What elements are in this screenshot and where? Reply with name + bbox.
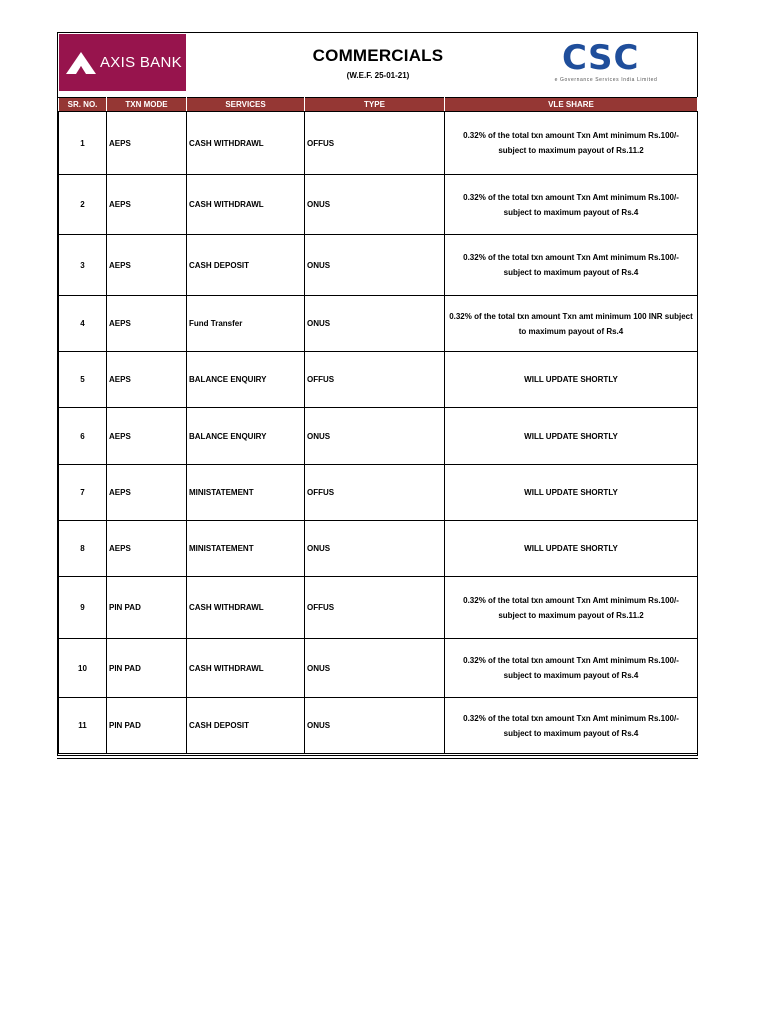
cell-txn-mode: AEPS	[107, 465, 187, 521]
col-header-sr-no: SR. NO.	[59, 98, 107, 112]
cell-vle-share: 0.32% of the total txn amount Txn Amt minimum Rs.100/- subject to maximum payout of Rs.11.2	[445, 577, 698, 639]
cell-txn-mode: AEPS	[107, 112, 187, 175]
cell-sr-no: 5	[59, 352, 107, 408]
table-row	[59, 639, 698, 698]
cell-sr-no: 4	[59, 296, 107, 352]
csc-letter: C	[562, 38, 587, 78]
cell-sr-no: 2	[59, 175, 107, 235]
cell-vle-share: WILL UPDATE SHORTLY	[445, 521, 698, 577]
axis-triangle-icon	[66, 52, 96, 74]
axis-bank-logo	[59, 34, 186, 91]
csc-tagline: e Governance Services India Limited	[554, 77, 658, 83]
page-title: COMMERCIALS	[312, 46, 444, 65]
cell-vle-share: WILL UPDATE SHORTLY	[445, 408, 698, 465]
col-header-services: SERVICES	[187, 98, 305, 112]
page-subtitle: (W.E.F. 25-01-21)	[346, 71, 410, 80]
cell-txn-mode: AEPS	[107, 296, 187, 352]
cell-sr-no: 1	[59, 112, 107, 175]
cell-txn-mode: AEPS	[107, 235, 187, 296]
table-row	[59, 352, 698, 408]
table-row	[59, 465, 698, 521]
cell-txn-mode: AEPS	[107, 352, 187, 408]
cell-type: ONUS	[305, 639, 445, 698]
cell-service: CASH WITHDRAWL	[187, 112, 305, 175]
cell-sr-no: 6	[59, 408, 107, 465]
table-row	[59, 577, 698, 639]
csc-letter: C	[613, 38, 639, 78]
cell-txn-mode: AEPS	[107, 175, 187, 235]
cell-type: ONUS	[305, 175, 445, 235]
cell-vle-share: 0.32% of the total txn amount Txn Amt minimum Rs.100/- subject to maximum payout of Rs.4	[445, 175, 698, 235]
cell-type: ONUS	[305, 408, 445, 465]
cell-vle-share: 0.32% of the total txn amount Txn Amt minimum Rs.100/- subject to maximum payout of Rs.11.2	[445, 112, 698, 175]
commercials-sheet	[57, 32, 698, 756]
cell-type: OFFUS	[305, 352, 445, 408]
cell-vle-share: WILL UPDATE SHORTLY	[445, 352, 698, 408]
col-header-vle-share: VLE SHARE	[445, 98, 698, 112]
commercials-table	[58, 97, 698, 754]
table-row	[59, 521, 698, 577]
table-row	[59, 175, 698, 235]
col-header-type: TYPE	[305, 98, 445, 112]
cell-service: Fund Transfer	[187, 296, 305, 352]
cell-service: BALANCE ENQUIRY	[187, 408, 305, 465]
cell-type: OFFUS	[305, 112, 445, 175]
col-header-txn-mode: TXN MODE	[107, 98, 187, 112]
cell-sr-no: 3	[59, 235, 107, 296]
table-row	[59, 408, 698, 465]
cell-vle-share: 0.32% of the total txn amount Txn Amt minimum Rs.100/- subject to maximum payout of Rs.4	[445, 698, 698, 754]
cell-txn-mode: AEPS	[107, 408, 187, 465]
cell-sr-no: 11	[59, 698, 107, 754]
sheet-header	[58, 33, 697, 97]
csc-logo	[542, 39, 670, 87]
cell-vle-share: WILL UPDATE SHORTLY	[445, 465, 698, 521]
cell-sr-no: 10	[59, 639, 107, 698]
cell-sr-no: 9	[59, 577, 107, 639]
cell-type: ONUS	[305, 698, 445, 754]
cell-service: MINISTATEMENT	[187, 521, 305, 577]
cell-service: CASH DEPOSIT	[187, 235, 305, 296]
cell-service: MINISTATEMENT	[187, 465, 305, 521]
table-row	[59, 235, 698, 296]
table-header-row	[59, 98, 698, 112]
axis-logo-text: AXIS BANK	[100, 54, 182, 71]
cell-type: ONUS	[305, 521, 445, 577]
cell-sr-no: 7	[59, 465, 107, 521]
cell-service: CASH WITHDRAWL	[187, 175, 305, 235]
cell-vle-share: 0.32% of the total txn amount Txn Amt minimum Rs.100/- subject to maximum payout of Rs.4	[445, 235, 698, 296]
cell-vle-share: 0.32% of the total txn amount Txn Amt minimum Rs.100/- subject to maximum payout of Rs.4	[445, 639, 698, 698]
cell-txn-mode: PIN PAD	[107, 698, 187, 754]
cell-service: CASH DEPOSIT	[187, 698, 305, 754]
cell-txn-mode: PIN PAD	[107, 639, 187, 698]
cell-service: CASH WITHDRAWL	[187, 639, 305, 698]
cell-type: ONUS	[305, 296, 445, 352]
cell-vle-share: 0.32% of the total txn amount Txn amt minimum 100 INR subject to maximum payout of Rs.4	[445, 296, 698, 352]
cell-type: OFFUS	[305, 577, 445, 639]
csc-letter: S	[587, 38, 613, 78]
cell-type: OFFUS	[305, 465, 445, 521]
cell-sr-no: 8	[59, 521, 107, 577]
table-row	[59, 698, 698, 754]
cell-service: CASH WITHDRAWL	[187, 577, 305, 639]
cell-txn-mode: AEPS	[107, 521, 187, 577]
table-row	[59, 112, 698, 175]
cell-type: ONUS	[305, 235, 445, 296]
cell-service: BALANCE ENQUIRY	[187, 352, 305, 408]
table-row	[59, 296, 698, 352]
cell-txn-mode: PIN PAD	[107, 577, 187, 639]
